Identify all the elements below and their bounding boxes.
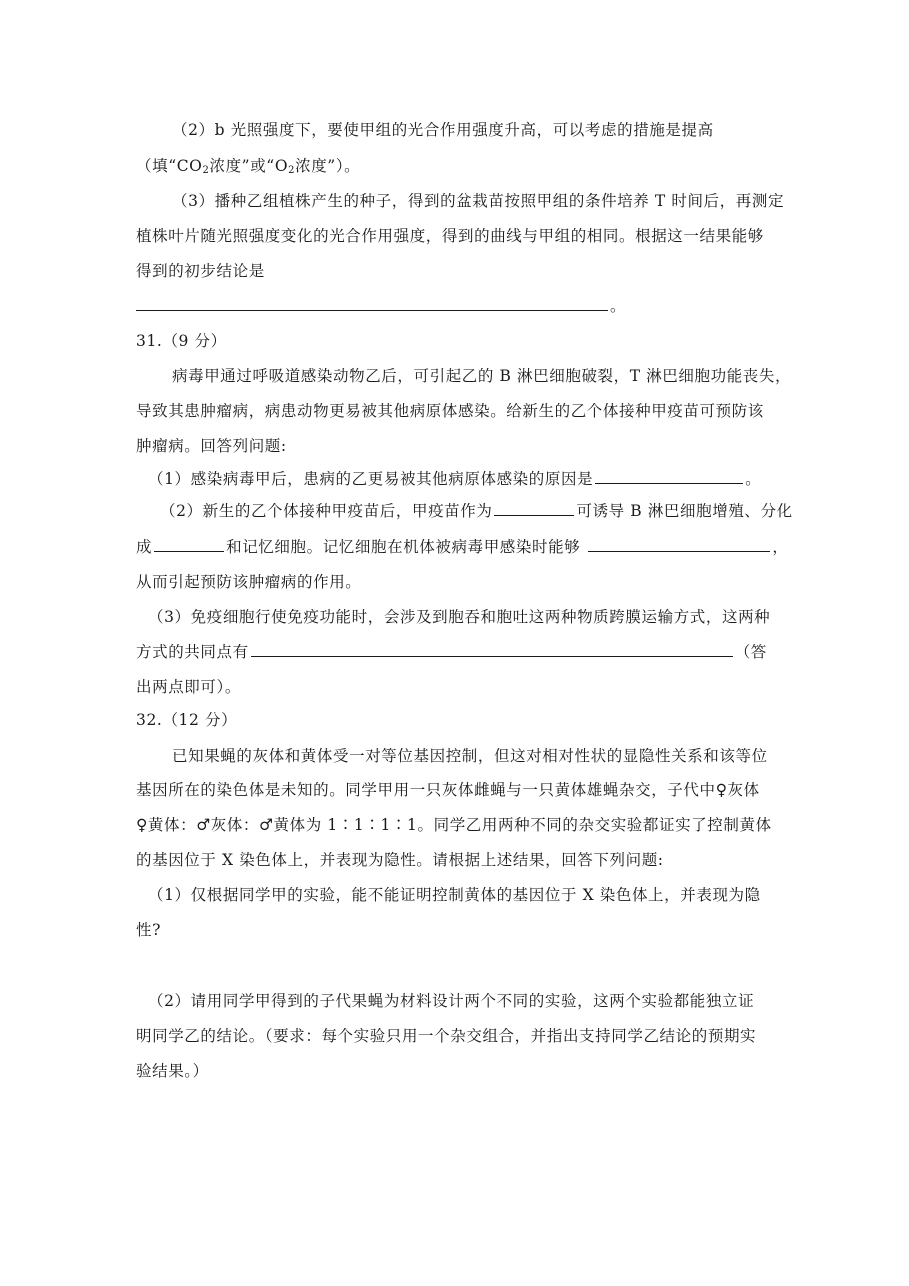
q30-part2-line2 [136, 156, 360, 176]
q30-part3-end: 。 [610, 297, 627, 315]
q30-part2-text-c: 浓度”）。 [295, 157, 361, 175]
co2-subscript: 2 [202, 165, 210, 176]
q31-part3-text-c: （答 [734, 643, 767, 661]
q31-part2-text-a: （2）新生的乙个体接种甲疫苗后，甲疫苗作为 [160, 502, 493, 520]
q31-part2-text-c: 成 [136, 538, 153, 556]
q31-part1-line [148, 469, 761, 489]
q31-part3-line2 [136, 642, 767, 662]
q32-stem-line4: 的基因位于 X 染色体上，并表现为隐性。请根据上述结果，回答下列问题: [136, 851, 664, 869]
answer-blank[interactable] [136, 296, 608, 311]
q32-stem-line1: 已知果蝇的灰体和黄体受一对等位基因控制，但这对相对性状的显隐性关系和该等位 [172, 747, 768, 765]
q32-stem-line2: 基因所在的染色体是未知的。同学甲用一只灰体雌蝇与一只黄体雄蝇杂交，子代中♀灰体 [136, 781, 760, 799]
q31-stem-line3: 肿瘤病。回答列问题: [136, 437, 287, 455]
q31-stem-line1: 病毒甲通过呼吸道感染动物乙后，可引起乙的 B 淋巴细胞破裂，T 淋巴细胞功能丧失， [172, 367, 792, 385]
q32-part1-line2: 性? [136, 921, 162, 939]
q32-part1-line1: （1）仅根据同学甲的实验，能不能证明控制黄体的基因位于 X 染色体上，并表现为隐 [148, 886, 761, 904]
q31-part2-line1 [160, 501, 793, 521]
q31-part3-text-b: 方式的共同点有 [136, 643, 249, 661]
q31-part3-line1: （3）免疫细胞行使免疫功能时，会涉及到胞吞和胞吐这两种物质跨膜运输方式，这两种 [148, 608, 771, 626]
q32-stem-line3: ♀黄体：♂灰体：♂黄体为 1∶1∶1∶1。同学乙用两种不同的杂交实验都证实了控制黄体 [136, 816, 772, 834]
q31-header: 31.（9 分） [136, 332, 227, 350]
q30-part2-text-b: 浓度”或“O [209, 157, 289, 175]
q31-part2-text-d: 和记忆细胞。记忆细胞在机体被病毒甲感染时能够 [226, 538, 581, 556]
q31-part1-text: （1）感染病毒甲后，患病的乙更易被其他病原体感染的原因是 [148, 470, 594, 488]
q32-part2-line2: 明同学乙的结论。（要求：每个实验只用一个杂交组合，并指出支持同学乙结论的预期实 [136, 1027, 757, 1045]
q30-part2-line1: （2）b 光照强度下，要使甲组的光合作用强度升高，可以考虑的措施是提高 [172, 121, 714, 139]
answer-blank[interactable] [154, 537, 224, 552]
q31-part1-end: 。 [745, 470, 762, 488]
q32-part2-line1: （2）请用同学甲得到的子代果蝇为材料设计两个不同的实验，这两个实验都能独立证 [148, 992, 755, 1010]
q31-part3-line3: 出两点即可）。 [136, 678, 241, 696]
q30-part3-line3: 得到的初步结论是 [136, 262, 265, 280]
q31-part2-text-e: ， [772, 538, 789, 556]
answer-blank[interactable] [588, 537, 770, 552]
answer-blank[interactable] [251, 642, 733, 657]
q31-part2-line2 [136, 537, 788, 557]
q31-stem-line2: 导致其患肿瘤病，病患动物更易被其他病原体感染。给新生的乙个体接种甲疫苗可预防该 [136, 402, 764, 420]
q32-part2-line3: 验结果。） [136, 1062, 209, 1080]
q30-part3-line1: （3）播种乙组植株产生的种子，得到的盆栽苗按照甲组的条件培养 T 时间后，再测定 [172, 192, 785, 210]
q30-part3-line2: 植株叶片随光照强度变化的光合作用强度，得到的曲线与甲组的相同。根据这一结果能够 [136, 227, 764, 245]
q30-part3-line4 [136, 296, 626, 316]
q31-part2-text-b: 可诱导 B 淋巴细胞增殖、分化 [576, 502, 793, 520]
answer-blank[interactable] [595, 469, 743, 484]
answer-blank[interactable] [494, 501, 574, 516]
q32-header: 32.（12 分） [136, 711, 238, 729]
q30-part2-text-a: （填“CO [136, 157, 203, 175]
o2-subscript: 2 [288, 165, 296, 176]
q31-part2-line3: 从而引起预防该肿瘤病的作用。 [136, 573, 362, 591]
